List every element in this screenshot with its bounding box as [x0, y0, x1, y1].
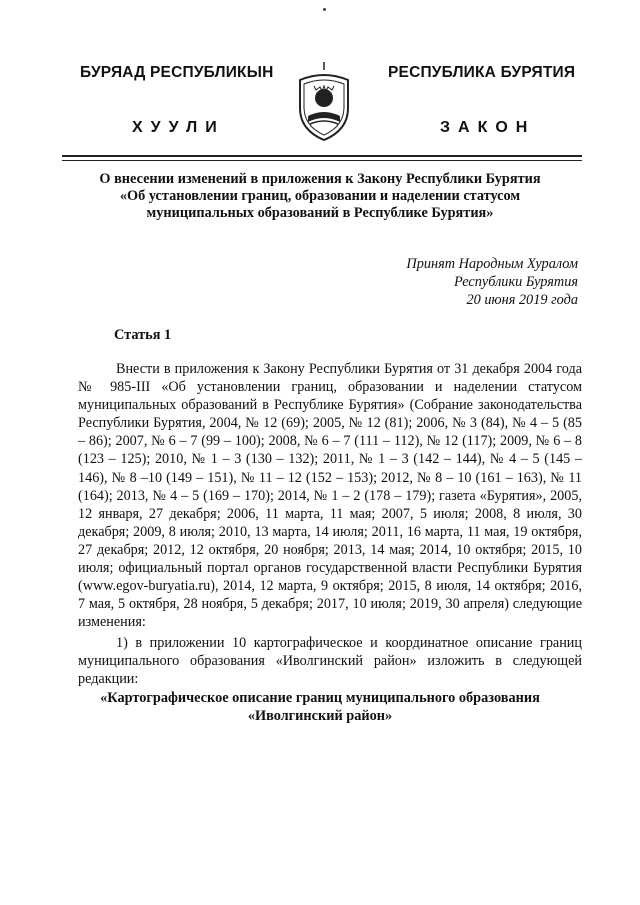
header-rule-thick — [62, 155, 582, 157]
section-subtitle — [70, 689, 570, 725]
amendment-item — [78, 634, 582, 688]
adoption-line: Республики Бурятия — [454, 274, 578, 290]
adoption-line: Принят Народным Хуралом — [406, 256, 578, 272]
law-title — [70, 171, 570, 222]
law-title-line: О внесении изменений в приложения к Закону Республики Бурятия — [99, 171, 541, 187]
subtitle-line: «Иволгинский район» — [247, 708, 393, 724]
adoption-date: 20 июня 2019 года — [466, 292, 578, 308]
article-heading: Статья 1 — [114, 327, 172, 343]
subtitle-line: «Картографическое описание границ муниципального образования — [100, 690, 540, 706]
coat-of-arms-icon — [294, 60, 354, 144]
law-title-line: «Об установлении границ, образовании и наделении статусом — [119, 188, 521, 204]
adoption-note — [406, 255, 578, 309]
law-title-line: муниципальных образований в Республике Бурятия» — [146, 205, 494, 221]
item-paragraph: 1) в приложении 10 картографическое и координатное описание границ муниципального образования «Иволгинский район» изложить в следующей редакции: — [78, 635, 582, 688]
header-rule-thin — [62, 160, 582, 161]
header-left-subtitle: ХУУЛИ — [132, 119, 225, 136]
page-mark — [323, 8, 326, 11]
article-body — [78, 360, 582, 631]
header-right-subtitle: ЗАКОН — [440, 119, 536, 136]
body-paragraph: Внести в приложения к Закону Республики Бурятия от 31 декабря 2004 года № 985-III «Об установлении границ, образовании и наделении статусом муниципальных образований в Республике Бурятия» (Собрание законодательства Республики Бурятия, 2004, № 12 (69); 2005, № 12 (81); 2006, № 3 (84), № 4 – 5 (85 – 86); 2007, № 6 – 7 (99 – 100); 2008, № 6 – 7 (111 – 112), № 12 (117); 2009, № 6 – 8 (123 – 125); 2010, № 1 – 3 (130 – 132); 2011, № 1 – 3 (142 – 144), № 4 – 5 (145 – 146), № 8 –10 (149 – 151), № 11 – 12 (152 – 153); 2012, № 8 – 10 (161 – 163), № 11 (164); 2013, № 4 – 5 (169 – 170); 2014, № 1 – 2 (178 – 179); газета «Бурятия», 2005, 12 января, 27 декабря; 2006, 11 марта, 11 мая; 2007, 5 июля; 2008, 8 июля, 30 декабря; 2009, 8 июля; 2010, 13 марта, 14 июля; 2011, 16 марта, 11 мая, 19 октября, 27 декабря; 2012, 12 октября, 20 ноября; 2013, 14 мая; 2014, 10 октября; 2015, 10 июля; официальный портал органов государственной власти Республики Бурятия (www.egov-buryatia.ru), 2014, 12 марта, 9 октября; 2015, 8 июля, 14 октября; 2016, 7 мая, 5 октября, 28 ноября, 5 декабря; 2017, 10 июля; 2019, 30 апреля) следующие изменения: — [78, 361, 582, 631]
header-right-title: РЕСПУБЛИКА БУРЯТИЯ — [388, 64, 576, 81]
header-left-title: БУРЯАД РЕСПУБЛИКЫН — [80, 64, 274, 81]
